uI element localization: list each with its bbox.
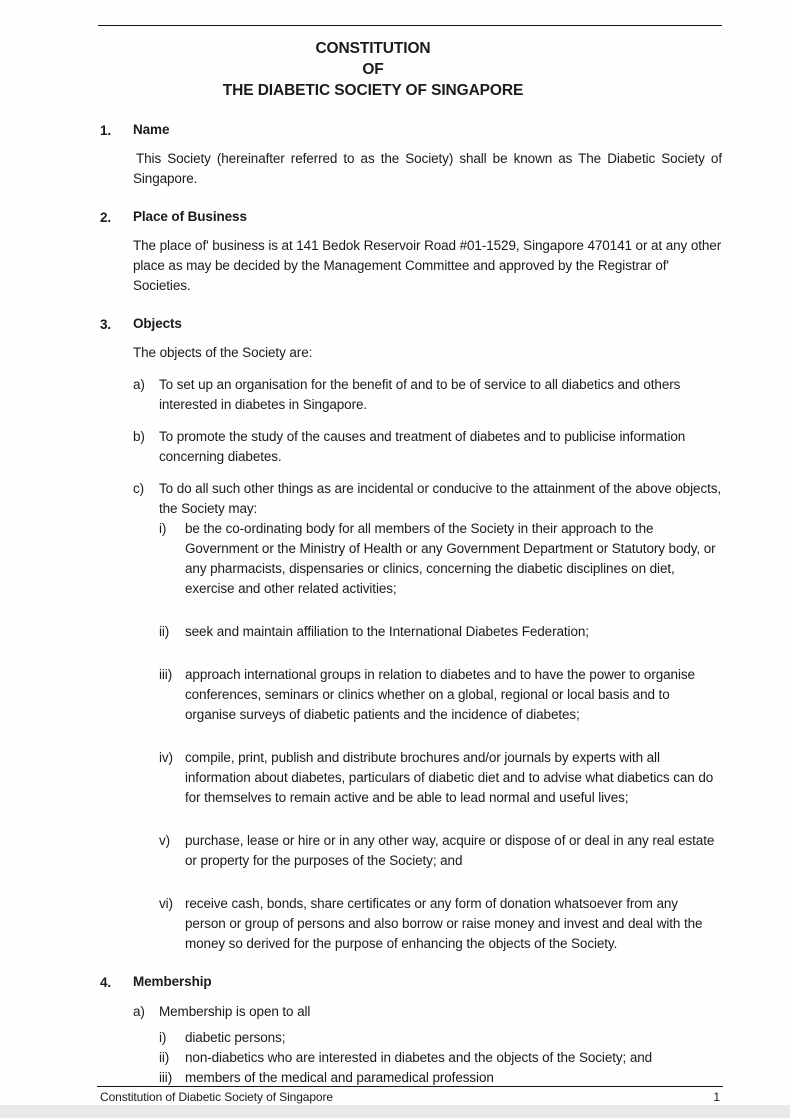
roman-text: diabetic persons; (185, 1030, 286, 1045)
roman-text: approach international groups in relation to diabetes and to have the power to organise conferences, seminars or clinics whether on a global, regional or local basis and to organise surveys of diabetic patients and the incidence of diabetes; (185, 667, 695, 722)
document-body (100, 121, 722, 1088)
footer-title: Constitution of Diabetic Society of Singapore (100, 1090, 333, 1104)
list-text: To set up an organisation for the benefit of and to be of service to all diabetics and others interested in diabetes in Singapore. (159, 377, 681, 412)
roman-marker: iv) (159, 750, 173, 765)
section-objects (100, 315, 722, 954)
list-marker: a) (133, 1004, 145, 1019)
roman-marker: ii) (159, 624, 170, 639)
section-heading: Name (133, 122, 170, 137)
section-number: 3. (100, 317, 112, 332)
roman-marker: i) (159, 1030, 167, 1045)
document-title-line2: OF (362, 61, 384, 78)
list-marker: a) (133, 377, 145, 392)
document-title-line3: THE DIABETIC SOCIETY OF SINGAPORE (222, 82, 524, 99)
roman-marker: ii) (159, 1050, 170, 1065)
roman-marker: vi) (159, 896, 173, 911)
lettered-item (133, 479, 722, 954)
list-text: To promote the study of the causes and treatment of diabetes and to publicise information concerning diabetes. (159, 429, 686, 464)
roman-text: compile, print, publish and distribute brochures and/or journals by experts with all information about diabetes, particulars of diabetic diet and to advise what diabetics can do for themselves to remain active and be able to lead normal and useful lives; (185, 750, 714, 805)
roman-item (159, 1068, 722, 1088)
section-number: 2. (100, 210, 112, 225)
roman-text: be the co-ordinating body for all members of the Society in their approach to the Government or the Ministry of Health or any Government Department or Statutory body, or any pharmacists, dispensaries or clinics, concerning the diabetic disciplines on diet, exercise and other related activities; (185, 521, 716, 596)
list-marker: b) (133, 429, 145, 444)
section-name (100, 121, 722, 189)
section-paragraph: The objects of the Society are: (133, 345, 313, 360)
lettered-item (133, 375, 722, 415)
list-text: To do all such other things as are incidental or conducive to the attainment of the above objects, the Society may: (159, 481, 722, 516)
roman-item (159, 1028, 722, 1048)
section-place-of-business (100, 208, 722, 296)
roman-item (159, 894, 722, 954)
roman-item (159, 665, 722, 725)
lettered-item (133, 427, 722, 467)
section-number: 4. (100, 975, 112, 990)
header-rule (98, 25, 722, 26)
lettered-item (133, 1002, 722, 1088)
roman-marker: i) (159, 521, 167, 536)
document-title-line1: CONSTITUTION (315, 40, 431, 57)
document-title (98, 0, 648, 101)
roman-item (159, 1048, 722, 1068)
roman-text: members of the medical and paramedical profession (185, 1070, 494, 1085)
roman-item (159, 519, 722, 599)
roman-list (159, 1028, 722, 1088)
roman-item (159, 622, 722, 642)
roman-marker: iii) (159, 1070, 173, 1085)
list-marker: c) (133, 481, 145, 496)
roman-text: purchase, lease or hire or in any other way, acquire or dispose of or deal in any real estate or property for the purposes of the Society; and (185, 833, 715, 868)
section-heading: Membership (133, 974, 212, 989)
section-heading: Place of Business (133, 209, 247, 224)
roman-text: seek and maintain affiliation to the International Diabetes Federation; (185, 624, 589, 639)
section-paragraph: This Society (hereinafter referred to as the Society) shall be known as The Diabetic Society of Singapore. (133, 151, 722, 186)
section-membership (100, 973, 722, 1088)
footer-page-number: 1 (713, 1090, 720, 1104)
roman-item (159, 748, 722, 808)
roman-item (159, 831, 722, 871)
roman-text: non-diabetics who are interested in diabetes and the objects of the Society; and (185, 1050, 653, 1065)
footer (100, 1090, 720, 1105)
roman-marker: iii) (159, 667, 173, 682)
roman-marker: v) (159, 833, 171, 848)
footer-rule (97, 1086, 723, 1087)
list-text: Membership is open to all (159, 1004, 311, 1019)
roman-list (159, 519, 722, 954)
section-heading: Objects (133, 316, 182, 331)
roman-text: receive cash, bonds, share certificates or any form of donation whatsoever from any person or group of persons and also borrow or raise money and invest and deal with the money so derived for the purpose of enhancing the objects of the Society. (185, 896, 703, 951)
page-bottom-edge (0, 1105, 790, 1118)
section-paragraph: The place of' business is at 141 Bedok Reservoir Road #01-1529, Singapore 470141 or at any other place as may be decided by the Management Committee and approved by the Registrar of' Societies. (133, 238, 722, 293)
section-number: 1. (100, 123, 112, 138)
